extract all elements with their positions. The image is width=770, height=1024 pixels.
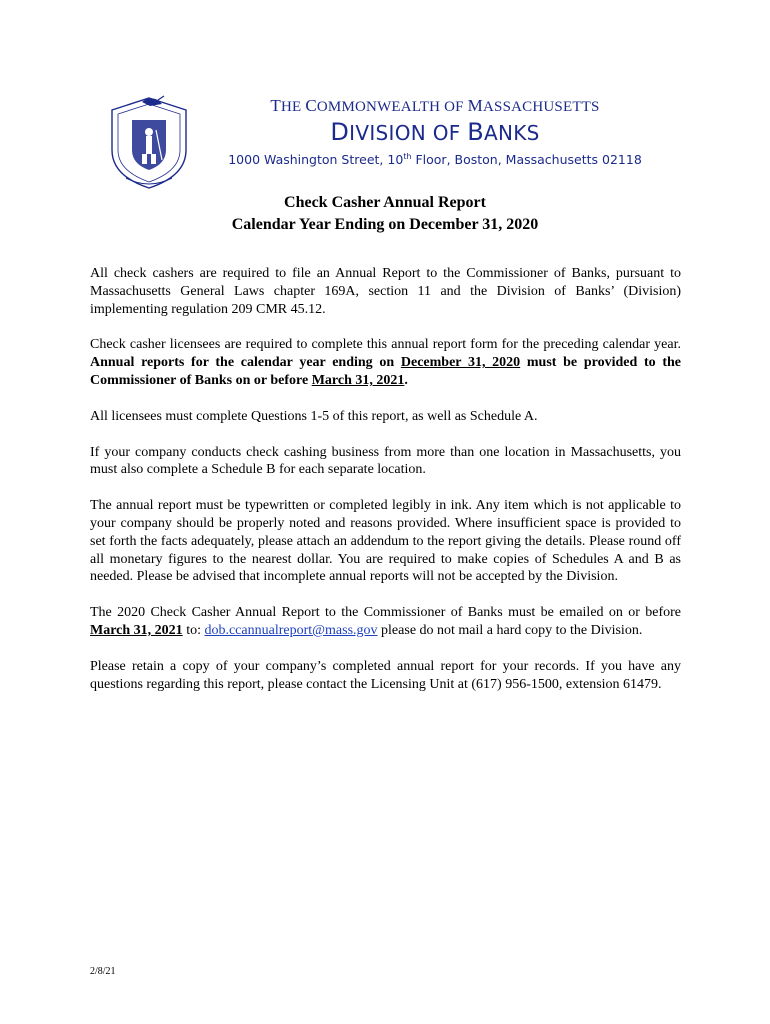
letterhead — [200, 94, 670, 167]
title-line-1: Check Casher Annual Report — [284, 194, 486, 211]
paragraph-2-bold — [90, 355, 681, 388]
address-pre: 1000 Washington Street, 10 — [228, 152, 404, 168]
paragraph-5: The annual report must be typewritten or completed legibly in ink. Any item which is not applicable to your company should be properly noted and reasons provided. Where insufficient space is provided to set forth the facts adequately, please attach an addendum to the report giving the details. Please round off all monetary figures to the nearest dollar. You are required to make copies of Schedules A and B as needed. Please be advised that incomplete annual reports will not be accepted by the Division. — [90, 498, 681, 585]
paragraph-6 — [90, 604, 681, 640]
paragraph-2 — [90, 336, 681, 389]
division-t1: D — [330, 118, 350, 146]
commonwealth-t6: ASSACHUSETTS — [483, 99, 600, 115]
document-title — [90, 192, 680, 236]
paragraph-2-f: . — [404, 372, 408, 388]
address-post: Floor, Boston, Massachusetts 02118 — [411, 152, 642, 168]
commonwealth-t1: T — [270, 96, 281, 115]
paragraph-6-e: please do not mail a hard copy to the Division. — [377, 622, 643, 638]
footer-date: 2/8/21 — [90, 966, 116, 977]
paragraph-3: All licensees must complete Questions 1-5 of this report, as well as Schedule A. — [90, 408, 538, 424]
paragraph-2-d: must be provided to the Commissioner of Banks on or before — [90, 355, 682, 388]
massachusetts-seal-icon — [106, 94, 192, 190]
deadline-date: March 31, 2021 — [311, 372, 405, 388]
division-t3: B — [467, 118, 484, 146]
paragraph-6-c: to: — [182, 622, 205, 638]
address-sup: th — [403, 152, 412, 161]
commonwealth-heading — [200, 96, 670, 116]
paragraph-7: Please retain a copy of your company’s completed annual report for your records. If you have any questions regarding this report, please contact the Licensing Unit at (617) 956-1500, extension 61479. — [90, 658, 681, 692]
commonwealth-t3: C — [305, 96, 317, 115]
email-deadline-date: March 31, 2021 — [90, 622, 183, 638]
deadline-year-end: December 31, 2020 — [400, 355, 521, 371]
paragraph-2-a: Check casher licensees are required to complete this annual report form for the preceding calendar year. — [90, 337, 681, 353]
division-heading — [200, 118, 670, 146]
email-link[interactable]: dob.ccannualreport@mass.gov — [204, 622, 378, 638]
commonwealth-t5: M — [467, 96, 483, 115]
paragraph-2-b: Annual reports for the calendar year ending on — [90, 355, 401, 371]
title-line-2: Calendar Year Ending on December 31, 2020 — [231, 216, 539, 233]
division-t2: IVISION OF — [349, 121, 468, 145]
paragraph-4: If your company conducts check cashing business from more than one location in Massachusetts, you must also complete a Schedule B for each separate location. — [90, 444, 681, 478]
document-body — [90, 265, 681, 711]
paragraph-1: All check cashers are required to file an Annual Report to the Commissioner of Banks, pursuant to Massachusetts General Laws chapter 169A, section 11 and the Division of Banks’ (Division) implementing regulation 209 CMR 45.12. — [90, 266, 681, 317]
commonwealth-t2: HE — [280, 99, 306, 115]
division-t4: ANKS — [483, 121, 540, 145]
paragraph-6-a: The 2020 Check Casher Annual Report to the Commissioner of Banks must be emailed on or before — [90, 605, 681, 621]
commonwealth-t4: OMMONWEALTH OF — [316, 99, 468, 115]
address-line — [200, 152, 670, 167]
